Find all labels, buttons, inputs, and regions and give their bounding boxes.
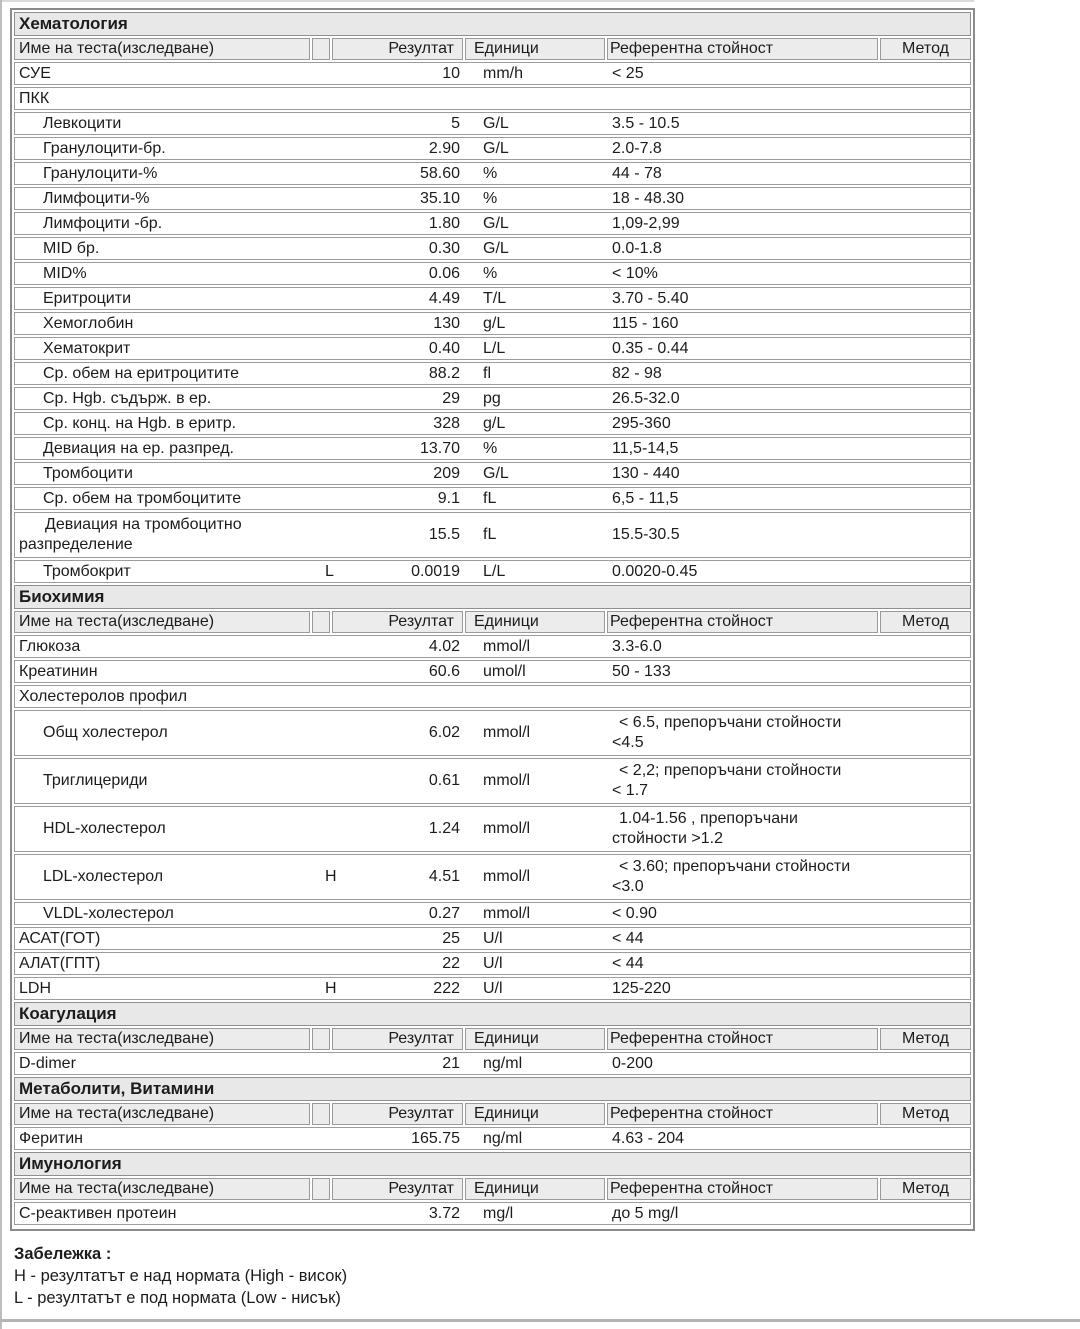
section-title: Хематология	[14, 12, 971, 36]
test-result: 1.24	[428, 820, 460, 837]
column-header-reference: Референтна стойност	[607, 611, 878, 633]
section-4	[14, 1077, 971, 1150]
test-name: Хематокрит	[43, 339, 131, 357]
test-units: U/l	[483, 954, 503, 972]
column-header-units: Единици	[465, 1103, 605, 1125]
test-name: Девиация на ер. разпред.	[43, 439, 234, 457]
test-name: Левкоцити	[43, 114, 122, 132]
column-header-test-name: Име на теста(изследване)	[14, 1178, 310, 1200]
reference-value	[612, 139, 892, 159]
reference-line: <3.0	[612, 878, 644, 895]
test-row	[14, 312, 971, 335]
section-5	[14, 1152, 971, 1225]
test-row	[14, 187, 971, 210]
test-row	[14, 854, 971, 900]
test-row	[14, 337, 971, 360]
column-header-test-name: Име на теста(изследване)	[14, 1028, 310, 1050]
reference-value	[612, 929, 892, 949]
reference-value	[612, 525, 892, 545]
test-units: mmol/l	[483, 724, 531, 741]
reference-value	[612, 214, 892, 234]
footnote-legend	[14, 1243, 347, 1309]
test-result: 4.51	[428, 868, 460, 885]
column-header-result: Резултат	[332, 1103, 463, 1125]
reference-value	[612, 314, 892, 334]
reference-line: < 25	[612, 64, 644, 82]
test-units: fL	[483, 526, 497, 543]
test-result: 0.27	[428, 904, 460, 922]
reference-line: < 0.90	[612, 904, 657, 922]
reference-line: 82 - 98	[612, 364, 662, 382]
reference-line: <4.5	[612, 734, 644, 751]
column-header-reference: Референтна стойност	[607, 1028, 878, 1050]
reference-value	[612, 761, 892, 801]
reference-line: 0.35 - 0.44	[612, 339, 689, 357]
test-units: %	[483, 189, 498, 207]
test-name: MID бр.	[43, 239, 100, 257]
test-row	[14, 806, 971, 852]
reference-line: 3.3-6.0	[612, 637, 662, 655]
test-units: ng/ml	[483, 1054, 523, 1072]
reference-line: 3.70 - 5.40	[612, 289, 689, 307]
reference-line: < 6.5, препоръчани стойности	[619, 714, 842, 731]
test-result: 130	[433, 314, 460, 332]
test-units: T/L	[483, 289, 507, 307]
reference-value	[612, 439, 892, 459]
test-result: 3.72	[428, 1204, 460, 1222]
test-row	[14, 977, 971, 1000]
test-units: %	[483, 164, 498, 182]
test-units: L/L	[483, 339, 506, 357]
reference-value	[612, 414, 892, 434]
reference-value	[612, 64, 892, 84]
test-units: %	[483, 264, 498, 282]
test-name: Лимфоцити -бр.	[43, 214, 163, 232]
reference-line: 295-360	[612, 414, 671, 432]
footnote-low: L - резултатът е под нормата (Low - нисък)	[14, 1289, 341, 1307]
column-header-units: Единици	[465, 38, 605, 60]
reference-value	[612, 189, 892, 209]
test-row	[14, 1202, 971, 1225]
reference-line: < 44	[612, 929, 644, 947]
test-name: АСАТ(ГОТ)	[19, 929, 101, 947]
result-flag: H	[325, 868, 337, 885]
reference-value	[612, 637, 892, 657]
reference-line: стойности >1.2	[612, 830, 724, 847]
test-result: 165.75	[411, 1129, 460, 1147]
test-name: Ср. обем на тромбоцитите	[43, 489, 242, 507]
test-units: mmol/l	[483, 820, 531, 837]
test-name: Лимфоцити-%	[43, 189, 150, 207]
test-units: ng/ml	[483, 1129, 523, 1147]
test-result: 6.02	[428, 724, 460, 741]
reference-line: 26.5-32.0	[612, 389, 680, 407]
column-header-flag-spacer	[312, 1103, 330, 1125]
test-row	[14, 62, 971, 85]
test-units: fL	[483, 489, 497, 507]
test-group-name: ПКК	[19, 89, 50, 107]
test-name: Тромбоцити	[43, 464, 133, 482]
test-units: g/L	[483, 314, 506, 332]
reference-line: 125-220	[612, 979, 671, 997]
test-units: G/L	[483, 214, 509, 232]
test-result: 2.90	[428, 139, 460, 157]
reference-line: < 10%	[612, 264, 658, 282]
lab-results-table	[10, 8, 975, 1231]
test-units: G/L	[483, 464, 509, 482]
test-result: 328	[433, 414, 460, 432]
reference-value	[612, 489, 892, 509]
column-header-method: Метод	[880, 1028, 971, 1050]
reference-value	[612, 662, 892, 682]
reference-value	[612, 239, 892, 259]
column-header-method: Метод	[880, 38, 971, 60]
reference-value	[612, 1204, 892, 1224]
test-units: G/L	[483, 139, 509, 157]
reference-line: 44 - 78	[612, 164, 662, 182]
column-header-row	[14, 1028, 971, 1050]
test-name: Гранулоцити-бр.	[43, 139, 166, 157]
reference-line: < 44	[612, 954, 644, 972]
column-header-method: Метод	[880, 1178, 971, 1200]
column-header-result: Резултат	[332, 38, 463, 60]
test-row	[14, 758, 971, 804]
test-result: 0.06	[428, 264, 460, 282]
test-result: 21	[442, 1054, 460, 1072]
test-name: D-dimer	[19, 1054, 76, 1072]
reference-line: 0.0-1.8	[612, 239, 662, 257]
reference-value	[612, 1129, 892, 1149]
reference-line: < 3.60; препоръчани стойности	[619, 858, 851, 875]
test-name: Глюкоза	[19, 637, 81, 655]
test-units: G/L	[483, 114, 509, 132]
test-result: 4.02	[428, 637, 460, 655]
test-result: 15.5	[428, 526, 460, 543]
test-name: Общ холестерол	[43, 724, 168, 741]
reference-line: < 2,2; препоръчани стойности	[619, 762, 842, 779]
test-row	[14, 237, 971, 260]
test-units: fl	[483, 364, 491, 382]
test-row	[14, 512, 971, 558]
reference-line: 18 - 48.30	[612, 189, 685, 207]
test-group-name: Холестеролов профил	[19, 687, 188, 705]
test-units: g/L	[483, 414, 506, 432]
test-result: 1.80	[428, 214, 460, 232]
column-header-row	[14, 1103, 971, 1125]
reference-value	[612, 464, 892, 484]
test-units: U/l	[483, 979, 503, 997]
test-row	[14, 262, 971, 285]
test-group-row	[14, 685, 971, 708]
test-name: Ср. Hgb. съдърж. в ер.	[43, 389, 212, 407]
page-edge-left	[0, 0, 2, 1329]
section-title: Коагулация	[14, 1002, 971, 1026]
section-2	[14, 585, 971, 1000]
reference-line: 11,5-14,5	[612, 439, 679, 457]
test-row	[14, 487, 971, 510]
test-result: 22	[442, 954, 460, 972]
reference-line: < 1.7	[612, 782, 649, 799]
column-header-flag-spacer	[312, 38, 330, 60]
reference-line: 1.04-1.56 , препоръчани	[619, 810, 798, 827]
column-header-result: Резултат	[332, 611, 463, 633]
test-units: mm/h	[483, 64, 523, 82]
test-result: 5	[451, 114, 460, 132]
test-name: LDL-холестерол	[43, 868, 164, 885]
section-3	[14, 1002, 971, 1075]
test-row	[14, 362, 971, 385]
test-row	[14, 462, 971, 485]
column-header-reference: Референтна стойност	[607, 38, 878, 60]
reference-line: 0.0020-0.45	[612, 562, 698, 580]
test-result: 0.61	[428, 772, 460, 789]
reference-line: до 5 mg/l	[612, 1204, 679, 1222]
reference-line: 0-200	[612, 1054, 653, 1072]
column-header-units: Единици	[465, 611, 605, 633]
test-row	[14, 412, 971, 435]
section-title: Биохимия	[14, 585, 971, 609]
test-result: 0.30	[428, 239, 460, 257]
reference-line: 130 - 440	[612, 464, 680, 482]
test-group-row	[14, 87, 971, 110]
column-header-test-name: Име на теста(изследване)	[14, 1103, 310, 1125]
test-units: umol/l	[483, 662, 526, 680]
reference-value	[612, 954, 892, 974]
test-units: mmol/l	[483, 772, 531, 789]
footnote-high: H - резултатът е над нормата (High - висок)	[14, 1267, 348, 1285]
test-result: 88.2	[428, 364, 460, 382]
test-row	[14, 902, 971, 925]
test-name: Ср. обем на еритроцитите	[43, 364, 240, 382]
test-units: L/L	[483, 562, 506, 580]
column-header-flag-spacer	[312, 611, 330, 633]
column-header-result: Резултат	[332, 1178, 463, 1200]
test-name: Хемоглобин	[43, 314, 134, 332]
reference-value	[612, 364, 892, 384]
reference-value	[612, 857, 892, 897]
test-result: 9.1	[437, 489, 460, 507]
reference-line: 4.63 - 204	[612, 1129, 685, 1147]
test-units: mmol/l	[483, 904, 531, 922]
test-units: mmol/l	[483, 637, 531, 655]
column-header-flag-spacer	[312, 1028, 330, 1050]
column-header-row	[14, 1178, 971, 1200]
reference-line: 115 - 160	[612, 314, 679, 332]
test-units: U/l	[483, 929, 503, 947]
reference-line: 6,5 - 11,5	[612, 489, 679, 507]
reference-value	[612, 339, 892, 359]
reference-value	[612, 979, 892, 999]
test-units: %	[483, 439, 498, 457]
test-row	[14, 437, 971, 460]
reference-line: 50 - 133	[612, 662, 671, 680]
test-name: Триглицериди	[43, 772, 148, 789]
test-units: mg/l	[483, 1204, 514, 1222]
reference-line: 15.5-30.5	[612, 526, 680, 543]
column-header-row	[14, 611, 971, 633]
test-name: VLDL-холестерол	[43, 904, 174, 922]
test-name: C-реактивен протеин	[19, 1204, 177, 1222]
result-flag: L	[325, 562, 334, 580]
test-row	[14, 560, 971, 583]
column-header-test-name: Име на теста(изследване)	[14, 38, 310, 60]
test-name: Ср. конц. на Hgb. в еритр.	[43, 414, 237, 432]
reference-value	[612, 713, 892, 753]
test-name: Феритин	[19, 1129, 83, 1147]
test-name: Тромбокрит	[43, 562, 131, 580]
test-result: 13.70	[419, 439, 460, 457]
test-row	[14, 1127, 971, 1150]
section-title: Имунология	[14, 1152, 971, 1176]
test-result: 0.0019	[411, 562, 460, 580]
test-result: 209	[433, 464, 460, 482]
test-row	[14, 212, 971, 235]
test-name: HDL-холестерол	[43, 820, 166, 837]
test-name: MID%	[43, 264, 87, 282]
test-result: 35.10	[419, 189, 460, 207]
test-result: 29	[442, 389, 460, 407]
section-1	[14, 12, 971, 583]
test-result: 0.40	[428, 339, 460, 357]
test-result: 60.6	[428, 662, 460, 680]
reference-value	[612, 1054, 892, 1074]
test-units: pg	[483, 389, 501, 407]
column-header-test-name: Име на теста(изследване)	[14, 611, 310, 633]
section-title: Метаболити, Витамини	[14, 1077, 971, 1101]
column-header-flag-spacer	[312, 1178, 330, 1200]
reference-line: 2.0-7.8	[612, 139, 662, 157]
reference-value	[612, 114, 892, 134]
result-flag: H	[325, 979, 337, 997]
test-result: 58.60	[419, 164, 460, 182]
column-header-units: Единици	[465, 1178, 605, 1200]
reference-value	[612, 264, 892, 284]
test-row	[14, 710, 971, 756]
test-row	[14, 112, 971, 135]
test-result: 25	[442, 929, 460, 947]
test-name: Девиация на тромбоцитно разпределение	[19, 516, 242, 553]
reference-value	[612, 389, 892, 409]
test-row	[14, 927, 971, 950]
test-result: 4.49	[428, 289, 460, 307]
column-header-units: Единици	[465, 1028, 605, 1050]
test-name: LDH	[19, 979, 52, 997]
column-header-reference: Референтна стойност	[607, 1103, 878, 1125]
test-units: G/L	[483, 239, 509, 257]
test-name: Гранулоцити-%	[43, 164, 158, 182]
test-row	[14, 137, 971, 160]
test-name: Еритроцити	[43, 289, 131, 307]
reference-line: 3.5 - 10.5	[612, 114, 680, 132]
column-header-method: Метод	[880, 611, 971, 633]
footnote-label: Забележка :	[14, 1245, 112, 1263]
test-name: СУЕ	[19, 64, 51, 82]
test-result: 222	[433, 979, 460, 997]
reference-value	[612, 289, 892, 309]
page-edge-bottom	[0, 1319, 1080, 1322]
test-name: АЛАТ(ГПТ)	[19, 954, 101, 972]
column-header-result: Резултат	[332, 1028, 463, 1050]
test-row	[14, 635, 971, 658]
reference-value	[612, 809, 892, 849]
test-row	[14, 1052, 971, 1075]
column-header-reference: Референтна стойност	[607, 1178, 878, 1200]
test-units: mmol/l	[483, 868, 531, 885]
test-name: Креатинин	[19, 662, 98, 680]
reference-value	[612, 904, 892, 924]
reference-line: 1,09-2,99	[612, 214, 680, 232]
page-edge-top	[0, 0, 974, 2]
test-row	[14, 162, 971, 185]
test-row	[14, 287, 971, 310]
test-row	[14, 387, 971, 410]
reference-value	[612, 164, 892, 184]
test-result: 10	[442, 64, 460, 82]
column-header-method: Метод	[880, 1103, 971, 1125]
test-row	[14, 660, 971, 683]
reference-value	[612, 562, 892, 582]
column-header-row	[14, 38, 971, 60]
test-row	[14, 952, 971, 975]
